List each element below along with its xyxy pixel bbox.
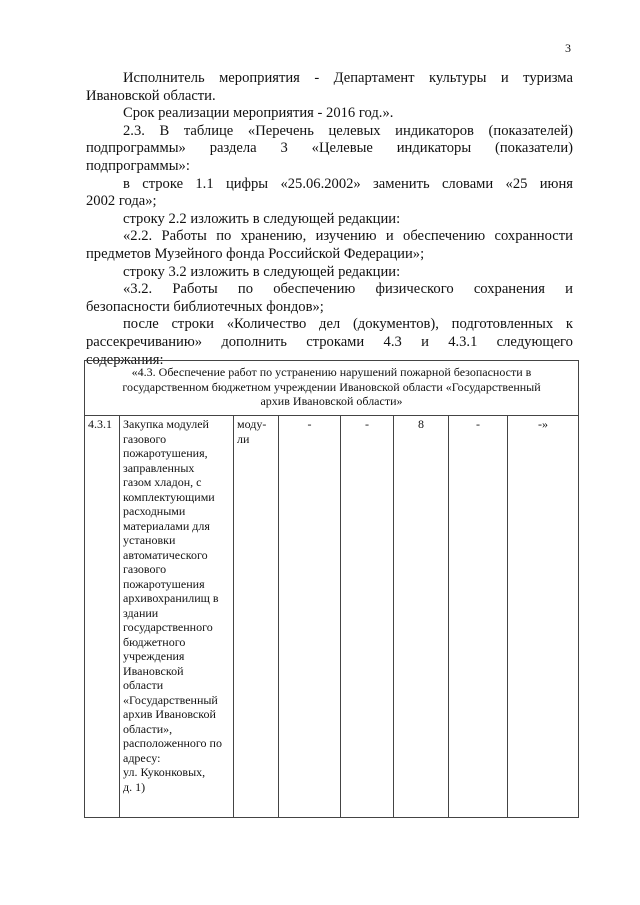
table-section-header-row: [85, 361, 579, 416]
text-segment: «2.2.: [123, 228, 153, 245]
text-segment: индикаторов: [395, 122, 474, 139]
text-segment: мероприятия: [219, 70, 300, 86]
row-name-line: учреждения: [123, 649, 185, 663]
row-value-2: -: [341, 416, 394, 818]
text-line: [86, 246, 573, 264]
text-segment: Департамент: [333, 70, 415, 86]
text-segment: «3.2.: [123, 281, 153, 298]
row-name-line: области: [123, 678, 164, 692]
text-segment: строками: [306, 333, 365, 350]
text-segment: «Количество: [226, 316, 307, 333]
row-name-line: архивохранилищ в: [123, 591, 219, 605]
text-line: [86, 105, 573, 123]
row-name: [120, 416, 234, 818]
section-header-line: «4.3. Обеспечение работ по устранению нарушений пожарной безопасности в: [131, 365, 532, 379]
text-segment: «25: [505, 175, 528, 192]
indicators-table: [84, 360, 579, 818]
text-segment: (документов),: [352, 316, 439, 333]
text-segment: сохранности: [494, 228, 573, 245]
row-name-line: газового: [123, 562, 167, 576]
text-segment: июня: [539, 175, 573, 192]
row-name-line: «Государственный: [123, 692, 218, 707]
text-segment: 1.1: [195, 175, 214, 192]
text-segment: 4.3: [383, 333, 402, 350]
row-value-4: -: [449, 416, 508, 818]
text-segment: 2002 года»;: [86, 193, 157, 210]
row-value-1: -: [279, 416, 341, 818]
row-name-line: государственного: [123, 620, 213, 634]
text-segment: В: [159, 122, 170, 139]
text-segment: изучению: [315, 228, 377, 245]
section-header-line: архив Ивановской области»: [260, 394, 403, 408]
text-segment: содержания:: [86, 351, 164, 368]
text-line: [86, 176, 573, 194]
row-name-line: Закупка модулей: [123, 417, 209, 431]
row-name-line: комплектующими: [123, 489, 215, 504]
row-name-line: газом хладон, с: [123, 475, 202, 489]
text-line: [86, 140, 573, 158]
text-line: [86, 228, 573, 246]
row-name-line: установки: [123, 533, 176, 547]
row-value-3: 8: [394, 416, 449, 818]
text-segment: подпрограммы»:: [86, 157, 190, 174]
text-line: [86, 211, 573, 229]
text-segment: хранению,: [240, 228, 307, 245]
text-segment: строке: [142, 175, 184, 192]
text-segment: 4.3.1: [448, 333, 478, 350]
text-segment: «Целевые: [311, 140, 373, 157]
text-segment: Работы: [172, 281, 218, 298]
text-segment: обеспечению: [273, 281, 356, 298]
text-segment: и: [500, 70, 509, 86]
text-line: [86, 281, 573, 299]
row-name-line: расходными: [123, 504, 186, 518]
text-segment: строки: [171, 316, 214, 333]
text-segment: после: [123, 316, 159, 333]
text-segment: Срок реализации мероприятия - 2016 год.».: [123, 105, 394, 122]
text-segment: дел: [319, 316, 341, 333]
text-line: [86, 88, 573, 106]
row-name-line: расположенного по: [123, 736, 222, 750]
text-segment: 3: [280, 140, 288, 157]
text-line: [86, 264, 573, 282]
text-segment: Ивановской области.: [86, 87, 216, 104]
text-segment: культуры: [428, 70, 487, 86]
row-unit-line: ли: [237, 431, 250, 446]
text-segment: строку 3.2 изложить в следующей редакции:: [123, 263, 401, 280]
text-segment: (показателей): [488, 122, 573, 139]
text-segment: по: [216, 228, 232, 245]
row-unit: [234, 416, 279, 818]
text-segment: индикаторы: [396, 140, 472, 157]
text-segment: в: [123, 175, 130, 192]
text-segment: рассекречиванию»: [86, 333, 203, 350]
row-name-line: пожаротушения,: [123, 446, 208, 460]
text-segment: обеспечению: [403, 228, 486, 245]
row-name-line: пожаротушения: [123, 576, 205, 591]
row-unit-line: моду-: [237, 417, 267, 431]
text-segment: и: [385, 228, 394, 245]
text-segment: «Перечень: [247, 122, 314, 139]
text-segment: физического: [375, 281, 454, 298]
text-segment: предметов Музейного фонда Российской Федерации»;: [86, 245, 425, 262]
row-name-line: области»,: [123, 721, 173, 736]
text-segment: подпрограммы»: [86, 140, 186, 157]
text-segment: заменить: [373, 175, 430, 192]
text-segment: дополнить: [221, 333, 287, 350]
text-segment: -: [314, 70, 320, 86]
row-name-line: автоматического: [123, 547, 208, 562]
row-name-line: заправленных: [123, 460, 195, 475]
text-segment: раздела: [209, 140, 257, 157]
section-header-cell: [85, 361, 579, 416]
text-segment: к: [565, 316, 573, 333]
text-line: [86, 193, 573, 211]
text-segment: Исполнитель: [123, 70, 205, 86]
text-line: [86, 316, 573, 334]
text-line: [86, 158, 573, 176]
text-segment: 2.3.: [123, 122, 145, 139]
text-segment: целевых: [328, 122, 381, 139]
row-name-line: ул. Куконковых,: [123, 765, 206, 779]
row-name-line: Ивановской: [123, 663, 184, 678]
text-segment: словами: [441, 175, 494, 192]
row-name-line: бюджетного: [123, 634, 186, 649]
text-segment: следующего: [496, 333, 573, 350]
row-name-line: материалами для: [123, 518, 210, 533]
row-name-line: здании: [123, 605, 159, 620]
text-segment: и: [565, 281, 573, 298]
text-segment: подготовленных: [451, 316, 554, 333]
text-line: [86, 334, 573, 352]
row-value-5: -»: [508, 416, 579, 818]
text-segment: (показатели): [495, 140, 573, 157]
row-name-line: д. 1): [123, 779, 146, 794]
text-segment: строку 2.2 изложить в следующей редакции:: [123, 210, 401, 227]
text-line: [86, 123, 573, 141]
text-line: [86, 299, 573, 317]
page-number: 3: [565, 41, 571, 55]
text-segment: безопасности библиотечных фондов»;: [86, 298, 324, 315]
text-segment: «25.06.2002»: [280, 175, 361, 192]
text-segment: туризма: [523, 70, 573, 86]
body-text: [86, 70, 573, 369]
text-segment: таблице: [183, 122, 234, 139]
row-name-line: газового: [123, 431, 167, 446]
text-segment: и: [421, 333, 429, 350]
section-header-line: государственном бюджетном учреждении Ивановской области «Государственный: [122, 379, 541, 394]
text-segment: Работы: [161, 228, 207, 245]
table-row: [85, 416, 579, 818]
text-line: [86, 70, 573, 88]
text-segment: по: [237, 281, 254, 298]
row-number: 4.3.1: [85, 416, 120, 818]
row-name-line: архив Ивановской: [123, 707, 216, 721]
text-segment: сохранения: [473, 281, 545, 298]
text-segment: цифры: [225, 175, 269, 192]
row-name-line: адресу:: [123, 750, 161, 765]
